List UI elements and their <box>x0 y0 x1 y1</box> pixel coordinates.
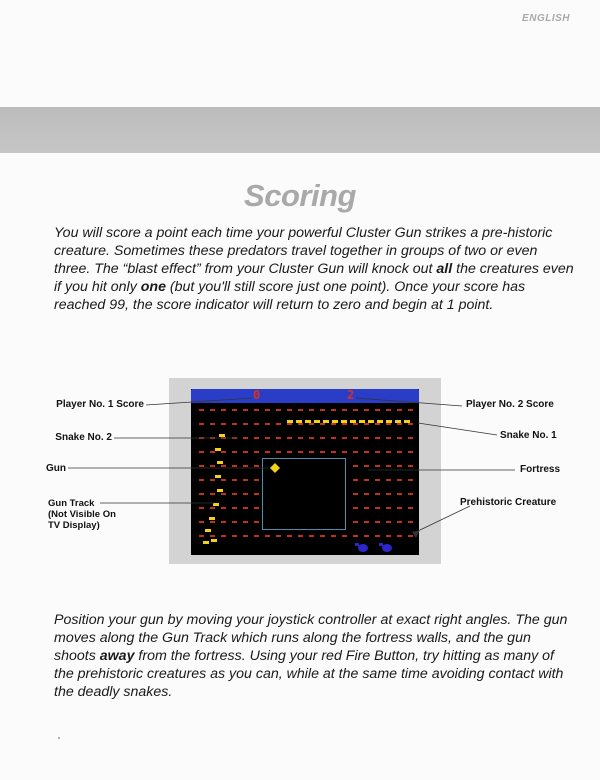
paragraph-text: You will score a point each time your powerful Cluster Gun strikes a pre-historic creature. Sometimes these predators travel together in groups of two or even three. The “blast effect” from your Cluster Gun will knock out <box>54 225 553 277</box>
gun-paragraph <box>54 611 574 701</box>
emphasis-away: away <box>99 648 135 664</box>
label-gun-track-line: TV Display) <box>48 520 100 531</box>
language-label: ENGLISH <box>522 13 570 24</box>
label-player2-score: Player No. 2 Score <box>466 399 554 410</box>
player2-score-digit: 2 <box>347 389 355 402</box>
emphasis-all: all <box>436 261 453 277</box>
player1-score-digit: 0 <box>253 389 261 402</box>
paragraph-text: from the fortress. Using your red Fire Button, try hitting as many of the prehistoric creatures as you can, while at the same time avoiding contact with the deadly snakes. <box>54 648 564 700</box>
label-gun-track-line: (Not Visible On <box>48 509 116 520</box>
label-fortress: Fortress <box>520 464 561 475</box>
label-creature: Prehistoric Creature <box>460 497 557 508</box>
label-player1-score: Player No. 1 Score <box>56 399 144 410</box>
paragraph-text: the creatures even if you hit only <box>54 261 574 295</box>
label-gun-track <box>48 498 116 531</box>
label-gun-track-line: Gun Track <box>48 498 95 509</box>
section-title: Scoring <box>244 178 356 213</box>
arrowhead-icon <box>412 530 420 538</box>
page-mark <box>58 737 60 739</box>
paragraph-text: Position your gun by moving your joystick controller at exact right angles. The gun moves along the Gun Track which runs along the fortress walls, and the gun shoots <box>54 612 568 664</box>
emphasis-one: one <box>140 279 166 295</box>
label-snake1: Snake No. 1 <box>500 430 557 441</box>
paragraph-text: (but you'll still score just one point). Once your score has reached 99, the score indicator will return to zero and begin at 1 point. <box>54 279 526 313</box>
label-snake2: Snake No. 2 <box>55 432 112 443</box>
label-gun: Gun <box>46 463 66 474</box>
